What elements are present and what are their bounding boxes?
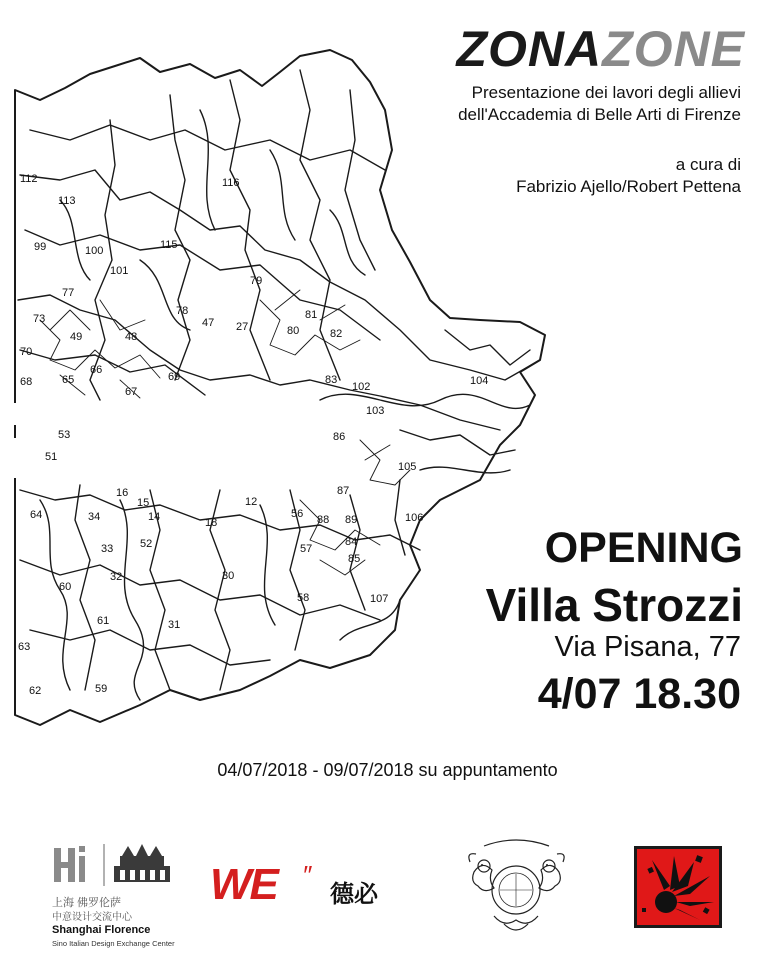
zone-number-label: 77 bbox=[62, 287, 75, 299]
zone-number-label: 56 bbox=[291, 508, 304, 520]
zone-number-label: 52 bbox=[140, 538, 153, 550]
zone-number-label: 100 bbox=[85, 245, 104, 257]
zone-number-label: 32 bbox=[110, 571, 123, 583]
explosion-logo bbox=[634, 846, 722, 928]
zone-number-label: 112 bbox=[20, 173, 38, 185]
shanghai-chinese-bottom: 中意设计交流中心 bbox=[52, 912, 132, 923]
map-erased-band-1 bbox=[0, 403, 345, 425]
zone-number-label: 85 bbox=[348, 553, 361, 565]
zone-number-label: 47 bbox=[202, 317, 215, 329]
zone-number-label: 115 bbox=[160, 239, 178, 251]
zone-number-label: 63 bbox=[18, 641, 31, 653]
we-logo-mark: ″ bbox=[302, 860, 312, 890]
exhibition-title bbox=[456, 20, 745, 78]
zone-number-label: 61 bbox=[97, 615, 110, 627]
zone-number-label: 103 bbox=[366, 405, 385, 417]
zone-number-label: 57 bbox=[300, 543, 313, 555]
shanghai-florence-subtitle: Sino Italian Design Exchange Center bbox=[52, 939, 175, 948]
opening-datetime: 4/07 18.30 bbox=[537, 670, 741, 718]
zone-number-label: 62 bbox=[29, 685, 42, 697]
venue-name: Villa Strozzi bbox=[485, 579, 743, 631]
zone-number-label: 31 bbox=[168, 619, 181, 631]
zone-number-label: 51 bbox=[45, 451, 58, 463]
subtitle-line-2: dell'Accademia di Belle Arti di Firenze bbox=[458, 105, 741, 124]
zone-number-label: 104 bbox=[470, 375, 489, 387]
zone-number-label: 79 bbox=[250, 275, 263, 287]
title-part-zona: ZONA bbox=[456, 21, 603, 77]
zone-number-label: 107 bbox=[370, 593, 389, 605]
zone-number-label: 33 bbox=[101, 543, 114, 555]
zone-number-label: 106 bbox=[405, 512, 424, 524]
zone-number-label: 18 bbox=[205, 517, 218, 529]
zone-number-label: 81 bbox=[305, 309, 318, 321]
zone-number-label: 58 bbox=[297, 592, 310, 604]
shanghai-florence-name: Shanghai Florence bbox=[52, 924, 151, 936]
exhibition-subtitle bbox=[381, 82, 741, 126]
zone-number-label: 88 bbox=[317, 514, 330, 526]
zone-number-label: 68 bbox=[20, 376, 33, 388]
zone-number-label: 65 bbox=[62, 374, 75, 386]
zone-number-label: 83 bbox=[325, 374, 338, 386]
shanghai-florence-logo bbox=[52, 842, 182, 952]
exhibition-dates: 04/07/2018 - 09/07/2018 su appuntamento bbox=[217, 760, 558, 780]
zone-number-label: 49 bbox=[70, 331, 83, 343]
we-logo-chinese: 德必 bbox=[330, 881, 378, 908]
zone-number-label: 80 bbox=[287, 325, 300, 337]
zone-number-label: 27 bbox=[236, 321, 249, 333]
shanghai-chinese-top: 上海 佛罗伦萨 bbox=[52, 897, 122, 909]
zone-number-label: 101 bbox=[110, 265, 129, 277]
zone-number-label: 30 bbox=[222, 570, 235, 582]
explosion-icon bbox=[634, 846, 722, 928]
we-logo-text: WE bbox=[210, 860, 277, 909]
zone-number-label: 59 bbox=[95, 683, 108, 695]
opening-label: OPENING bbox=[544, 524, 743, 572]
zone-number-label: 116 bbox=[222, 177, 240, 189]
curator-block bbox=[381, 154, 741, 198]
zone-number-label: 86 bbox=[333, 431, 346, 443]
zone-number-label: 105 bbox=[398, 461, 417, 473]
zone-number-label: 16 bbox=[116, 487, 129, 499]
shanghai-florence-emblem-icon bbox=[52, 842, 182, 892]
angels-crest-icon bbox=[464, 832, 569, 937]
zone-number-label: 73 bbox=[33, 313, 46, 325]
angels-crest-logo bbox=[464, 832, 569, 937]
zone-number-label: 53 bbox=[58, 429, 71, 441]
zone-number-label: 89 bbox=[345, 514, 358, 526]
zone-number-label: 48 bbox=[125, 331, 138, 343]
title-part-zone: ZONE bbox=[602, 21, 745, 77]
we-logo bbox=[210, 860, 410, 920]
zone-number-label: 64 bbox=[30, 509, 43, 521]
zone-number-label: 99 bbox=[34, 241, 47, 253]
zone-number-label: 69 bbox=[168, 371, 181, 383]
zone-number-label: 113 bbox=[58, 195, 76, 207]
zone-number-label: 70 bbox=[20, 346, 33, 358]
zone-number-label: 102 bbox=[352, 381, 371, 393]
zone-number-label: 84 bbox=[345, 536, 358, 548]
zone-number-label: 82 bbox=[330, 328, 343, 340]
zone-number-label: 12 bbox=[245, 496, 258, 508]
zone-number-label: 60 bbox=[59, 581, 72, 593]
subtitle-line-1: Presentazione dei lavori degli allievi bbox=[471, 83, 741, 102]
zone-number-label: 34 bbox=[88, 511, 101, 523]
zone-number-label: 66 bbox=[90, 364, 103, 376]
zone-number-label: 14 bbox=[148, 511, 161, 523]
zone-number-label: 78 bbox=[176, 305, 189, 317]
zone-number-label: 67 bbox=[125, 386, 138, 398]
venue-address: Via Pisana, 77 bbox=[554, 631, 741, 663]
curator-names: Fabrizio Ajello/Robert Pettena bbox=[516, 177, 741, 196]
curator-label: a cura di bbox=[675, 155, 741, 174]
zone-number-label: 15 bbox=[137, 497, 150, 509]
zone-number-label: 87 bbox=[337, 485, 350, 497]
